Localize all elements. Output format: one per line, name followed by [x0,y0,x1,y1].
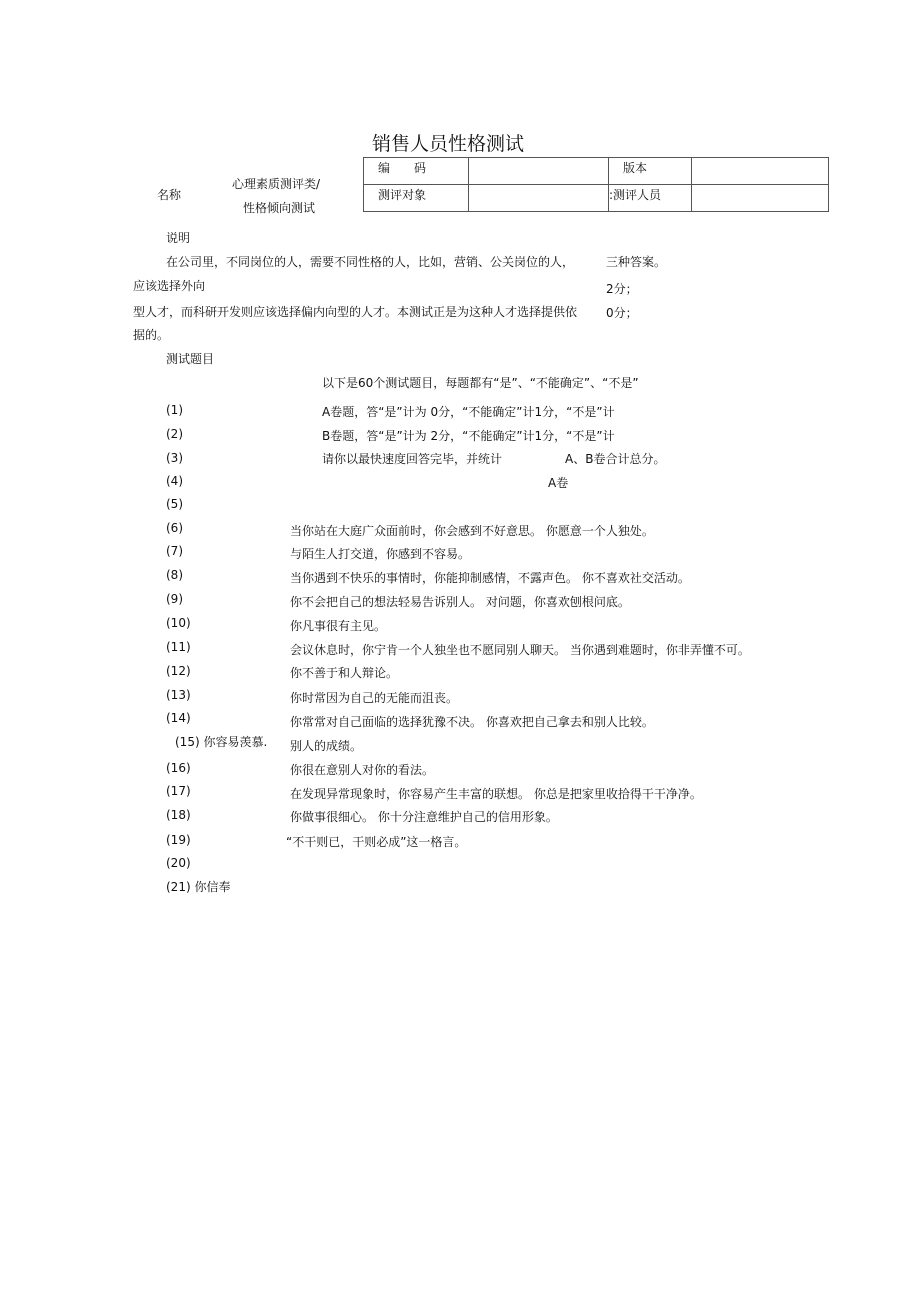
question-number: (21) 你信奉 [166,880,231,894]
name-value-line2: 性格倾向测试 [243,201,316,215]
side-note: 0分； [606,306,638,320]
description-line: 应该选择外向 [133,279,206,293]
question-number: (12) [166,664,191,678]
question-number: (8) [166,568,183,582]
question-number: (3) [166,451,183,465]
question-number: (13) [166,688,191,702]
table-row [364,185,829,212]
rule-a: A卷题，答“是”计为 0分，“不能确定”计1分，“不是”计 [322,405,615,419]
side-note: 2分； [606,282,638,296]
rule-total: 请你以最快速度回答完毕，并统计 [322,452,503,466]
question-number: (2) [166,427,183,441]
meta-table [363,157,829,212]
question-number: (11) [166,640,191,654]
question-number: (19) [166,833,191,847]
question-statement: “不干则已，干则必成”这一格言。 [286,835,467,849]
assessor-label: :测评人员 [609,185,692,212]
test-intro: 以下是60个测试题目，每题都有“是”、“不能确定”、“不是” [322,376,639,390]
section-a-label: A卷 [548,476,569,490]
question-number: (16) [166,761,191,775]
side-note: 三种答案。 [606,255,667,269]
question-statement: 你时常因为自己的无能而沮丧。 [290,691,459,705]
question-number: (15) 你容易羡慕. [175,735,268,749]
version-label: 版本 [609,158,692,185]
question-number: (10) [166,616,191,630]
description-line: 据的。 [133,328,170,342]
question-statement: 与陌生人打交道，你感到不容易。 [290,547,471,561]
code-label: 编 码 [364,158,469,185]
target-label: 测评对象 [364,185,469,212]
name-label: 名称 [157,188,182,202]
rule-b: B卷题，答“是”计为 2分，“不能确定”计1分，“不是”计 [322,429,615,443]
question-number: (5) [166,497,183,511]
question-number: (4) [166,474,183,488]
description-line: 在公司里，不同岗位的人，需要不同性格的人，比如，营销、公关岗位的人， [166,255,575,269]
question-number: (9) [166,592,183,606]
question-statement: 当你站在大庭广众面前时，你会感到不好意思。 你愿意一个人独处。 [290,524,654,538]
question-statement: 会议休息时，你宁肯一个人独坐也不愿同别人聊天。 当你遇到难题时，你非弄懂不可。 [290,643,750,657]
name-value-line1: 心理素质测评类/ [232,177,321,191]
question-number: (20) [166,856,191,870]
question-number: (18) [166,808,191,822]
table-row [364,158,829,185]
question-number: (14) [166,711,191,725]
question-statement: 在发现异常现象时，你容易产生丰富的联想。 你总是把家里收拾得干干净净。 [290,787,702,801]
question-statement: 你常常对自己面临的选择犹豫不决。 你喜欢把自己拿去和别人比较。 [290,715,654,729]
question-statement: 你不会把自己的想法轻易告诉别人。 对问题，你喜欢刨根问底。 [290,595,630,609]
question-number: (17) [166,784,191,798]
description-heading: 说明 [166,231,191,245]
question-number: (6) [166,521,183,535]
rule-total-2: A、B卷合计总分。 [565,452,666,466]
question-statement: 你凡事很有主见。 [290,619,387,633]
question-number: (7) [166,544,183,558]
question-statement: 你做事很细心。 你十分注意维护自己的信用形象。 [290,810,558,824]
assessor-value [692,185,829,212]
question-number: (1) [166,403,183,417]
question-statement: 别人的成绩。 [290,739,363,753]
test-heading: 测试题目 [166,352,215,366]
code-value [469,158,609,185]
document-title: 销售人员性格测试 [372,133,525,155]
question-statement: 你不善于和人辩论。 [290,666,399,680]
target-value [469,185,609,212]
question-statement: 你很在意别人对你的看法。 [290,763,435,777]
question-statement: 当你遇到不快乐的事情时，你能抑制感情，不露声色。 你不喜欢社交活动。 [290,571,690,585]
version-value [692,158,829,185]
description-line: 型人才，而科研开发则应该选择偏内向型的人才。本测试正是为这种人才选择提供依 [133,305,578,319]
